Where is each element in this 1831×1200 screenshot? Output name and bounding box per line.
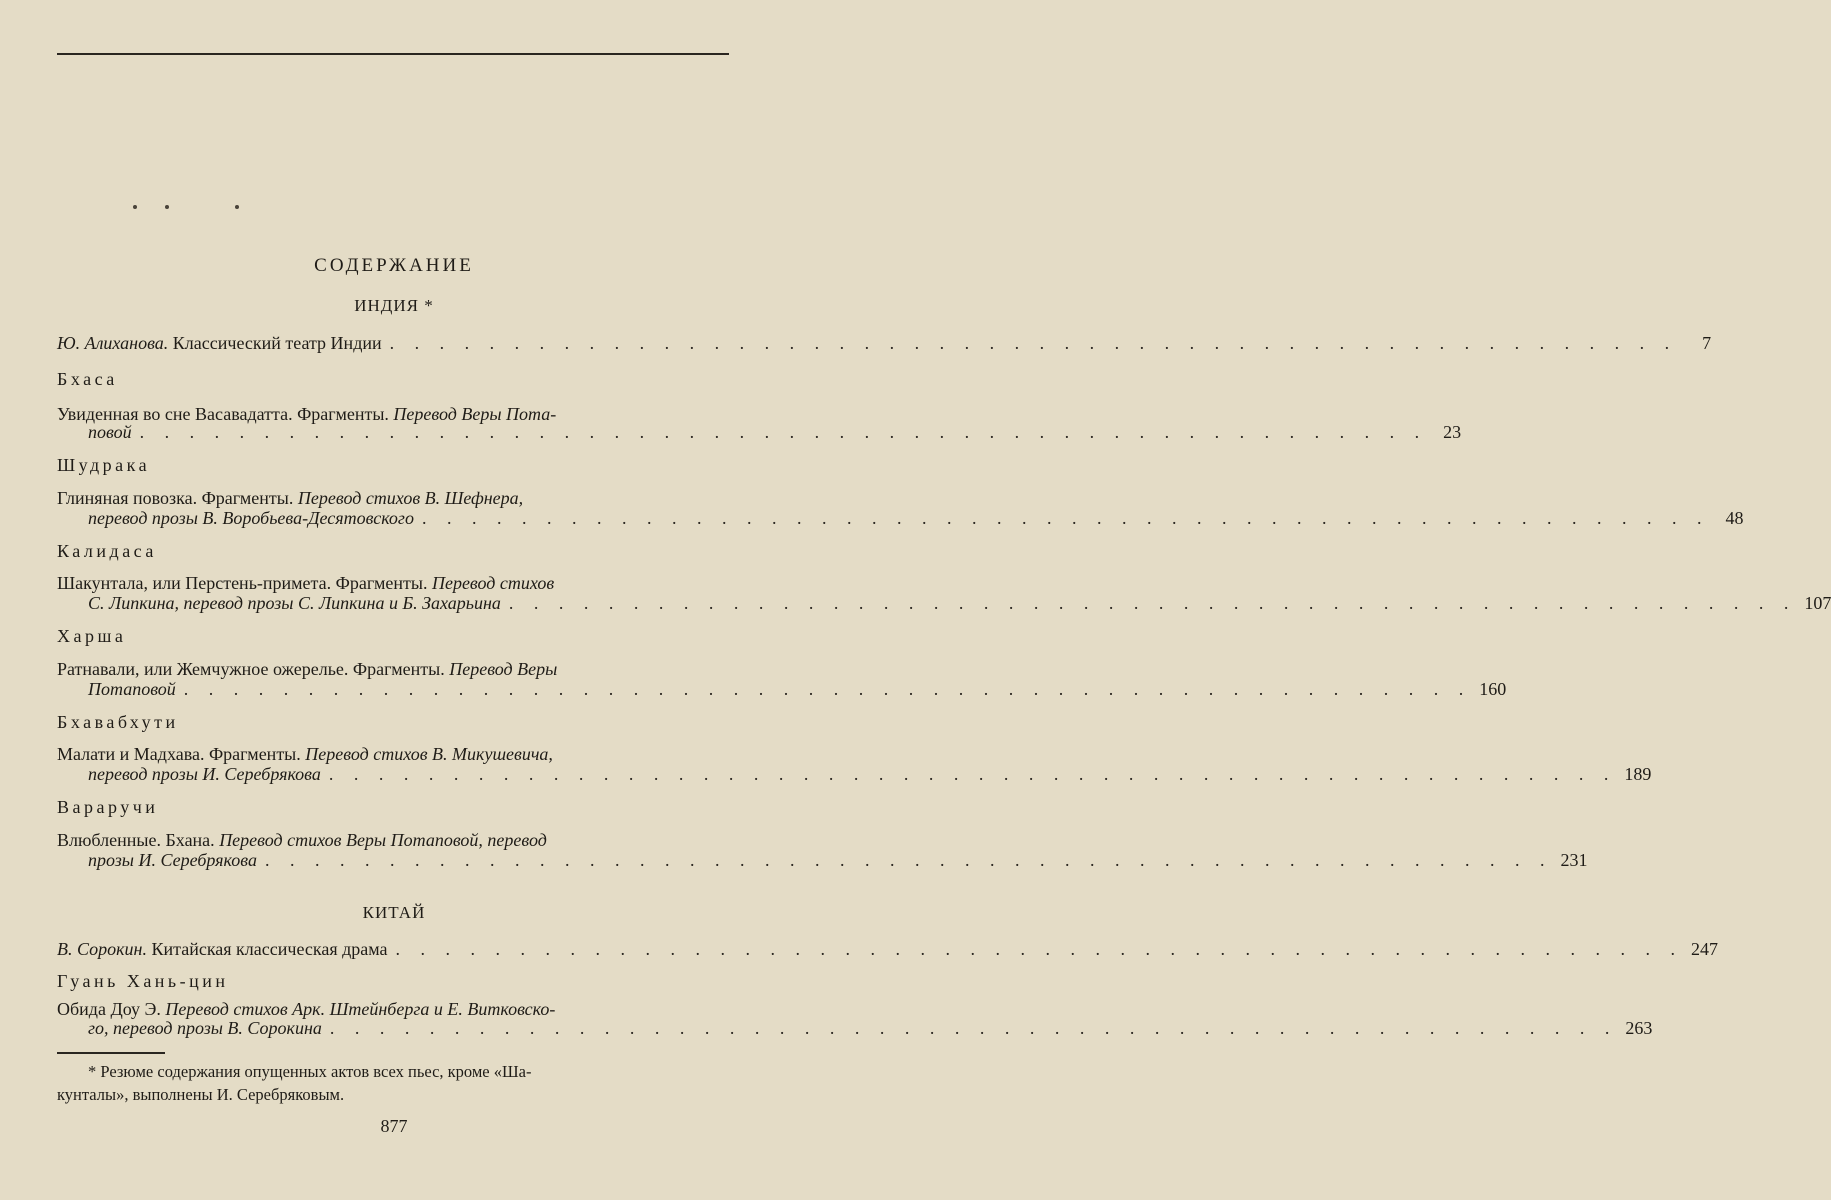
- dot-leader: . . . . . . . . . . . . . . . . . . . . . . . . . . . . . . . . . . . . . . . . . . . . . . . . . . . .: [508, 593, 1797, 613]
- dot-leader: . . . . . . . . . . . . . . . . . . . . . . . . . . . . . . . . . . . . . . . . . . . . . . . . . . . .: [183, 679, 1472, 699]
- dot-leader: . . . . . . . . . . . . . . . . . . . . . . . . . . . . . . . . . . . . . . . . . . . . . . . . . . . .: [395, 939, 1684, 959]
- toc-entry-continuation: [88, 679, 1507, 709]
- page-ref: 189: [1624, 764, 1652, 784]
- page-title: СОДЕРЖАНИЕ: [314, 255, 474, 276]
- page-ref: 23: [1443, 422, 1462, 442]
- toc-entry-continuation: [88, 593, 1831, 623]
- stray-dot: [133, 205, 137, 209]
- entry-translator: повой: [88, 422, 132, 442]
- toc-entry-intro-india: [57, 333, 1712, 363]
- author-heading: Бхаса: [57, 369, 118, 389]
- entry-title: Китайская классическая драма: [151, 939, 388, 959]
- dot-leader: . . . . . . . . . . . . . . . . . . . . . . . . . . . . . . . . . . . . . . . . . . . . . . . . . . . .: [329, 1018, 1618, 1038]
- entry-translator: Перевод стихов: [431, 573, 555, 593]
- entry-title: Влюбленные. Бхана.: [57, 830, 215, 850]
- footnote-line: кунталы», выполнены И. Серебряковым.: [57, 1085, 345, 1104]
- toc-entry-continuation: [88, 1018, 1653, 1048]
- entry-author: Ю. Алиханова.: [57, 333, 169, 353]
- author-heading: Бхавабхути: [57, 712, 179, 732]
- page-ref: 160: [1479, 679, 1507, 699]
- dot-leader: . . . . . . . . . . . . . . . . . . . . . . . . . . . . . . . . . . . . . . . . . . . . . . . . . . . .: [264, 850, 1553, 870]
- toc-entry-continuation: [88, 764, 1652, 794]
- entry-title: Увиденная во сне Васавадатта. Фрагменты.: [57, 404, 389, 424]
- entry-translator: Перевод стихов В. Шефнера,: [297, 488, 524, 508]
- entry-author: В. Сорокин.: [57, 939, 147, 959]
- stray-dot: [165, 205, 169, 209]
- entry-title: Шакунтала, или Перстень-примета. Фрагменты.: [57, 573, 428, 593]
- author-heading: Вараручи: [57, 797, 159, 817]
- entry-translator: Перевод Веры Пота-: [393, 404, 557, 424]
- author-heading: Харша: [57, 626, 127, 646]
- entry-translator: Перевод Веры: [449, 659, 558, 679]
- entry-translator: С. Липкина, перевод прозы С. Липкина и Б. Захарьина: [88, 593, 501, 613]
- page-ref: 247: [1691, 939, 1719, 959]
- footnote-line: * Резюме содержания опущенных актов всех пьес, кроме «Ша-: [88, 1062, 532, 1081]
- entry-title: Ратнавали, или Жемчужное ожерелье. Фрагменты.: [57, 659, 445, 679]
- toc-entry-intro-china: [57, 939, 1719, 969]
- page-ref: 107: [1804, 593, 1831, 613]
- entry-translator: перевод прозы В. Воробьева-Десятовского: [88, 508, 414, 528]
- top-rule: [57, 53, 729, 55]
- toc-entry-continuation: [88, 422, 1462, 452]
- entry-title: Обида Доу Э.: [57, 999, 161, 1019]
- entry-translator: Перевод стихов В. Микушевича,: [305, 744, 553, 764]
- stray-dot: [235, 205, 239, 209]
- entry-title: Малати и Мадхава. Фрагменты.: [57, 744, 301, 764]
- toc-entry-continuation: [88, 508, 1744, 538]
- page-ref: 48: [1725, 508, 1744, 528]
- entry-translator: го, перевод прозы В. Сорокина: [88, 1018, 322, 1038]
- entry-translator: перевод прозы И. Серебрякова: [88, 764, 321, 784]
- section-heading-india: ИНДИЯ *: [354, 296, 434, 315]
- author-heading: Шудрака: [57, 455, 151, 475]
- page-ref: 231: [1560, 850, 1588, 870]
- entry-title: Глиняная повозка. Фрагменты.: [57, 488, 294, 508]
- author-heading: Калидаса: [57, 541, 157, 561]
- toc-entry-continuation: [88, 850, 1588, 880]
- dot-leader: . . . . . . . . . . . . . . . . . . . . . . . . . . . . . . . . . . . . . . . . . . . . . . . . . . . .: [328, 764, 1617, 784]
- dot-leader: . . . . . . . . . . . . . . . . . . . . . . . . . . . . . . . . . . . . . . . . . . . . . . . . . . . .: [139, 422, 1428, 442]
- section-heading-china: КИТАЙ: [362, 903, 426, 922]
- footnote-rule: [57, 1052, 165, 1054]
- author-heading: Гуань Хань-цин: [57, 971, 229, 991]
- dot-leader: . . . . . . . . . . . . . . . . . . . . . . . . . . . . . . . . . . . . . . . . . . . . . . . . . . . .: [421, 508, 1710, 528]
- entry-translator: прозы И. Серебрякова: [88, 850, 257, 870]
- page-ref: 263: [1625, 1018, 1653, 1038]
- dot-leader: . . . . . . . . . . . . . . . . . . . . . . . . . . . . . . . . . . . . . . . . . . . . . . . . . . . .: [389, 333, 1678, 353]
- page-ref: 7: [1702, 333, 1712, 353]
- entry-translator: Перевод стихов Арк. Штейнберга и Е. Витковско-: [165, 999, 556, 1019]
- entry-title: Классический театр Индии: [172, 333, 382, 353]
- entry-translator: Потаповой: [88, 679, 176, 699]
- stray-marks: [125, 205, 325, 215]
- page-number: 877: [380, 1116, 408, 1136]
- entry-translator: Перевод стихов Веры Потаповой, перевод: [219, 830, 547, 850]
